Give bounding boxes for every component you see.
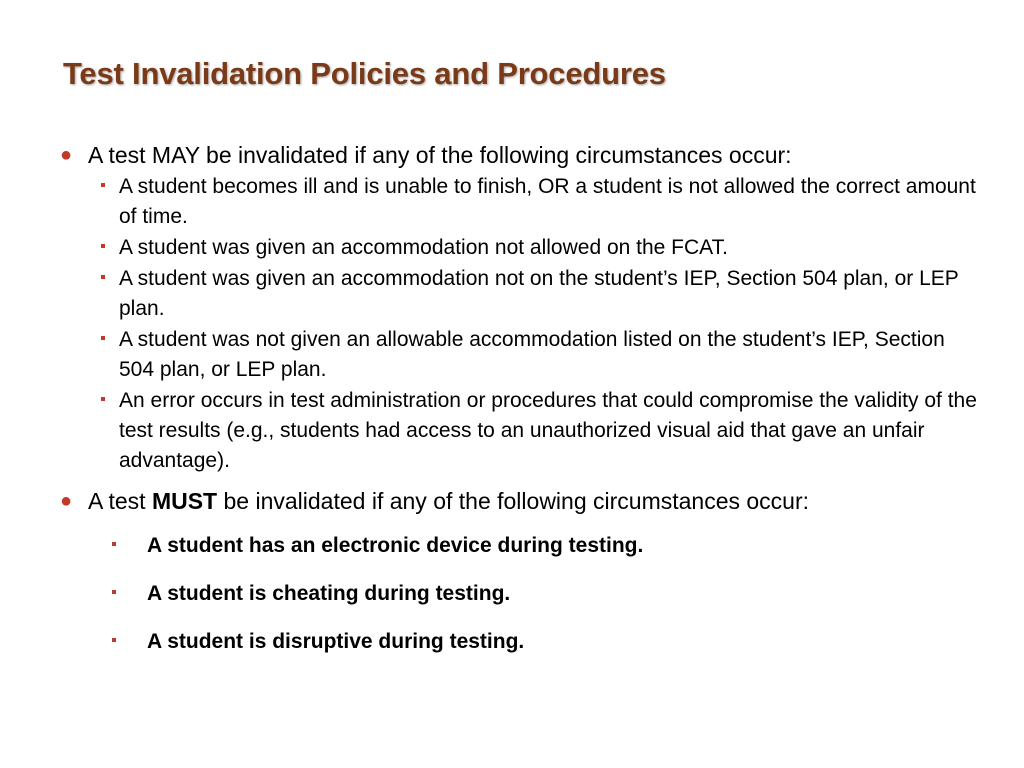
bullet-must-emphasis: MUST [151, 488, 218, 514]
list-item-text: A student was given an accommodation not allowed on the FCAT. [119, 236, 728, 259]
list-item-text: A student is disruptive during testing. [147, 630, 525, 653]
square-bullet-icon [101, 397, 105, 401]
list-item-text: A student becomes ill and is unable to finish, OR a student is not allowed the correct amount of time. [119, 175, 976, 228]
list-item [60, 627, 980, 657]
bullet-may [60, 140, 980, 171]
list-item-text: A student was given an accommodation not on the student’s IEP, Section 504 plan, or LEP plan. [119, 267, 959, 320]
list-item [60, 579, 980, 609]
bullet-must [60, 486, 980, 517]
bullet-dot-icon: ● [60, 490, 73, 512]
square-bullet-icon [112, 542, 116, 546]
slide-title: Test Invalidation Policies and Procedures [63, 56, 666, 91]
square-bullet-icon [101, 275, 105, 279]
square-bullet-icon [112, 638, 116, 642]
list-item [60, 386, 980, 476]
list-item [60, 264, 980, 324]
list-item-text: An error occurs in test administration or procedures that could compromise the validity of the test results (e.g., students had access to an unauthorized visual aid that gave an unfair advantage). [119, 389, 977, 472]
list-item-text: A student was not given an allowable accommodation listed on the student’s IEP, Section 504 plan, or LEP plan. [119, 328, 945, 381]
bullet-may-text: A test MAY be invalidated if any of the following circumstances occur: [88, 142, 792, 168]
square-bullet-icon [112, 590, 116, 594]
square-bullet-icon [101, 183, 105, 187]
list-item [60, 233, 980, 263]
bullet-must-suffix: be invalidated if any of the following circumstances occur: [217, 488, 810, 514]
bullet-must-prefix: A test [88, 488, 152, 514]
square-bullet-icon [101, 244, 105, 248]
bullet-dot-icon: ● [60, 144, 73, 166]
list-item [60, 172, 980, 232]
list-item-text: A student has an electronic device during testing. [147, 534, 644, 557]
square-bullet-icon [101, 336, 105, 340]
list-item [60, 325, 980, 385]
slide-body [60, 140, 980, 657]
list-item-text: A student is cheating during testing. [147, 582, 511, 605]
list-item [60, 531, 980, 561]
